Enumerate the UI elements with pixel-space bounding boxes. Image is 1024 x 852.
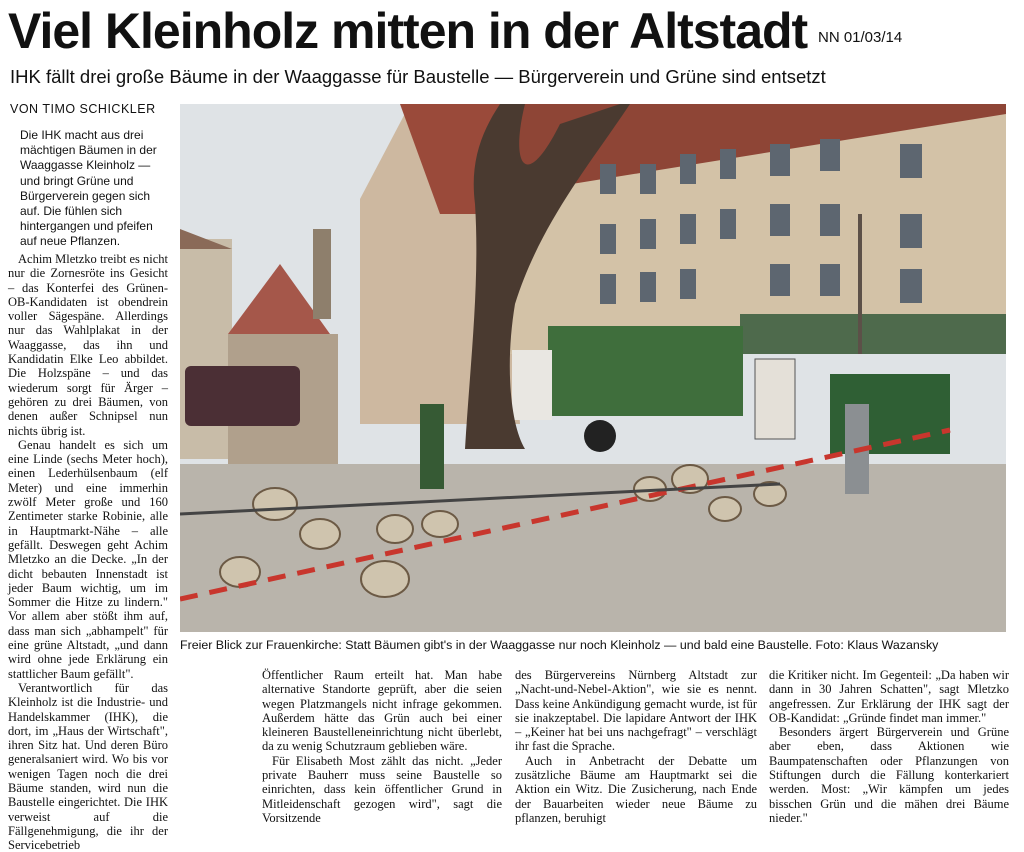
source-date-tag: NN 01/03/14: [818, 29, 903, 46]
article-headline: Viel Kleinholz mitten in der Altstadt: [8, 3, 808, 59]
paragraph: Öffentlicher Raum erteilt hat. Man habe alternative Standorte geprüft, aber die seien wegen Platzmangels nicht infrage gekommen. Außerdem hätte das Grün auch bei einer kleineren Baustelleneinrichtung nicht überlebt, da zu wenig Schutzraum geblieben wäre.: [262, 668, 502, 754]
news-photo: [180, 104, 1006, 632]
article-column-1: [8, 252, 168, 852]
article-column-3: [515, 668, 757, 825]
article-subtitle: IHK fällt drei große Bäume in der Waaggasse für Baustelle — Bürgerverein und Grüne sind entsetzt: [10, 66, 826, 87]
paragraph: des Bürgervereins Nürnberg Altstadt zur „Nacht-und-Nebel-Aktion", wie sie es nennt. Dass keine Ankündigung gemacht wurde, ist für sie inakzeptabel. Die lapidare Antwort der IHK – „Keiner hat bei uns nachgefragt" – verschlägt ihr fast die Sprache.: [515, 668, 757, 754]
photo-ad-board: [755, 359, 795, 439]
paragraph: Besonders ärgert Bürgerverein und Grüne aber eben, dass Aktionen wie Baumpatenschaften oder Pflanzungen von Stiftungen durch die Fällung konterkariert werden. Most: „Wir kämpfen um jedes bisschen Grün und die mähen drei Bäume nieder.": [769, 725, 1009, 825]
photo-worker-left: [420, 404, 444, 489]
paragraph: die Kritiker nicht. Im Gegenteil: „Da haben wir dann in 30 Jahren Schatten", sagt Mletzko angefressen. Zur Erklärung der IHK sagt der OB-Kandidat: „Gründe findet man immer.": [769, 668, 1009, 725]
paragraph: Genau handelt es sich um eine Linde (sechs Meter hoch), einen Lederhülsenbaum (elf Meter) und eine immerhin zwölf Meter große und 160 Zentimeter starke Robinie, alle in Hauptmarkt-Nähe – alle gefällt. Deswegen geht Achim Mletzko an die Decke. „In der dicht bebauten Innenstadt ist jeder Baum wichtig, um im Sommer die Hitze zu lindern." Vor allem aber stößt ihm auf, dass man sich „abhampelt" für eine grüne Altstadt, „und dann wird ohne jede Erklärung ein stattlicher Baum gefällt".: [8, 437, 168, 681]
paragraph: Achim Mletzko treibt es nicht nur die Zornesröte ins Gesicht – das Konterfei des Grünen-OB-Kandidaten ist obendrein voller Sägespäne. Allerdings nur das Wahlplakat in der Waaggasse, das ihn und Kandidatin Elke Leo abbildet. Die Holzspäne – und das wiederum sorgt für Ärger – gehören zu drei Bäumen, von denen außer Schnipsel nun nichts übrig ist.: [8, 252, 168, 438]
teaser-text: Die IHK macht aus drei mächtigen Bäumen in der Waaggasse Kleinholz — und bringt Grüne und Bürgerverein gegen sich auf. Die fühlen sich hintergangen und pfeifen auf neue Pflanzen.: [20, 128, 157, 249]
photo-truck-cab: [512, 350, 552, 420]
paragraph: Auch in Anbetracht der Debatte um zusätzliche Bäume am Hauptmarkt sei die Aktion ein Witz. Die Zusicherung, nach Ende der Bauarbeiten wieder neue Bäume zu pflanzen, beruhigt: [515, 753, 757, 825]
photo-truck-bed: [548, 326, 743, 416]
photo-shopfront: [740, 314, 1006, 354]
byline: VON TIMO SCHICKLER: [10, 102, 156, 116]
article-column-4: [769, 668, 1009, 825]
photo-pavement: [180, 464, 1006, 632]
photo-van: [185, 366, 300, 426]
photo-church-tower: [313, 229, 331, 319]
photo-caption: Freier Blick zur Frauenkirche: Statt Bäumen gibt's in der Waaggasse nur noch Kleinholz — und bald eine Baustelle. Foto: Klaus Wazansky: [180, 638, 939, 652]
paragraph: Für Elisabeth Most zählt das nicht. „Jeder private Bauherr muss seine Baustelle so einrichten, dass kein öffentlicher Grund in Mitleidenschaft gezogen wird", sagt die Vorsitzende: [262, 753, 502, 825]
paragraph: Verantwortlich für das Kleinholz ist die Industrie- und Handelskammer (IHK), die dort, im „Haus der Wirtschaft", ihren Sitz hat. Und deren Büro generalsaniert wird. Wo bis vor wenigen Tagen noch die drei Bäume standen, wird nun die Baustelle eingerichtet. Die IHK verweist auf die Fällgenehmigung, die ihr der Servicebetrieb: [8, 680, 168, 852]
article-column-2: [262, 668, 502, 825]
photo-truck-wheel: [584, 420, 616, 452]
